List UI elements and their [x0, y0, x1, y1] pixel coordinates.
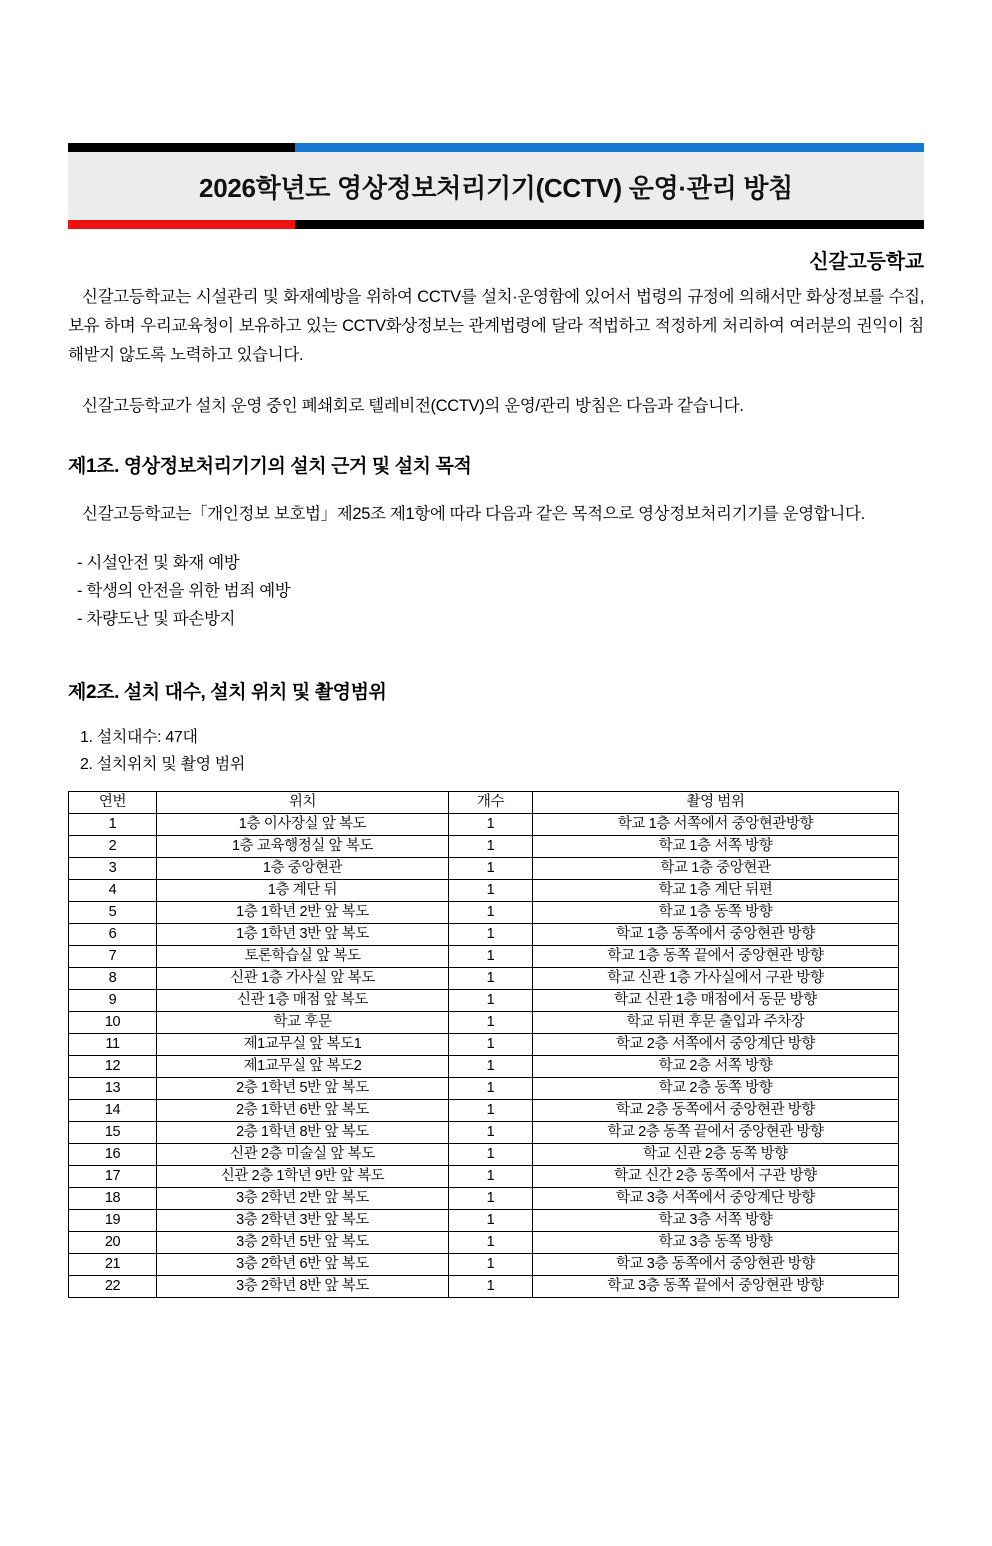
cell-count: 1 — [449, 1122, 533, 1144]
cell-location: 1층 교육행정실 앞 복도 — [157, 836, 449, 858]
cell-range: 학교 3층 서쪽에서 중앙계단 방향 — [533, 1188, 899, 1210]
cell-index: 15 — [69, 1122, 157, 1144]
cell-count: 1 — [449, 1078, 533, 1100]
cell-index: 9 — [69, 990, 157, 1012]
cell-index: 21 — [69, 1254, 157, 1276]
cell-index: 4 — [69, 880, 157, 902]
cell-count: 1 — [449, 990, 533, 1012]
cell-location: 1층 중앙현관 — [157, 858, 449, 880]
cell-range: 학교 3층 동쪽 방향 — [533, 1232, 899, 1254]
cell-index: 7 — [69, 946, 157, 968]
cell-count: 1 — [449, 1232, 533, 1254]
cell-location: 토론학습실 앞 복도 — [157, 946, 449, 968]
article-2-item-list — [68, 724, 924, 778]
cell-location: 신관 1층 가사실 앞 복도 — [157, 968, 449, 990]
cell-range: 학교 1층 계단 뒤편 — [533, 880, 899, 902]
title-band — [68, 152, 924, 220]
cell-count: 1 — [449, 968, 533, 990]
cell-index: 20 — [69, 1232, 157, 1254]
table-row — [69, 1100, 899, 1122]
cell-location: 3층 2학년 3반 앞 복도 — [157, 1210, 449, 1232]
table-row — [69, 836, 899, 858]
table-row — [69, 1012, 899, 1034]
cell-count: 1 — [449, 1034, 533, 1056]
table-row — [69, 1056, 899, 1078]
cell-count: 1 — [449, 1254, 533, 1276]
cell-count: 1 — [449, 924, 533, 946]
cell-index: 6 — [69, 924, 157, 946]
cell-range: 학교 신간 2층 동쪽에서 구관 방향 — [533, 1166, 899, 1188]
cell-range: 학교 신관 1층 매점에서 동문 방향 — [533, 990, 899, 1012]
table-row — [69, 1078, 899, 1100]
banner-bottom-rule-right-segment — [295, 220, 924, 229]
table-row — [69, 968, 899, 990]
cell-index: 2 — [69, 836, 157, 858]
table-header-row — [69, 792, 899, 814]
table-row — [69, 814, 899, 836]
cell-location: 1층 1학년 3반 앞 복도 — [157, 924, 449, 946]
intro-paragraph-2: 신갈고등학교가 설치 운영 중인 폐쇄회로 텔레비전(CCTV)의 운영/관리 방침은 다음과 같습니다. — [82, 397, 744, 415]
column-header-location: 위치 — [157, 792, 449, 814]
cell-count: 1 — [449, 1100, 533, 1122]
table-row — [69, 1276, 899, 1298]
cell-count: 1 — [449, 836, 533, 858]
cell-range: 학교 2층 동쪽 방향 — [533, 1078, 899, 1100]
cell-count: 1 — [449, 902, 533, 924]
cell-count: 1 — [449, 1012, 533, 1034]
table-row — [69, 1232, 899, 1254]
cell-index: 14 — [69, 1100, 157, 1122]
cell-range: 학교 1층 동쪽 끝에서 중앙현관 방향 — [533, 946, 899, 968]
cell-index: 11 — [69, 1034, 157, 1056]
table-row — [69, 1188, 899, 1210]
cell-range: 학교 3층 동쪽에서 중앙현관 방향 — [533, 1254, 899, 1276]
table-row — [69, 990, 899, 1012]
cell-location: 3층 2학년 2반 앞 복도 — [157, 1188, 449, 1210]
table-row — [69, 902, 899, 924]
cell-range: 학교 1층 동쪽에서 중앙현관 방향 — [533, 924, 899, 946]
table-body — [69, 814, 899, 1298]
cell-count: 1 — [449, 946, 533, 968]
banner-bottom-rule-left-segment — [68, 220, 295, 229]
list-item: - 차량도난 및 파손방지 — [77, 610, 236, 628]
school-name: 신갈고등학교 — [809, 251, 924, 273]
column-header-count: 개수 — [449, 792, 533, 814]
table-row — [69, 1254, 899, 1276]
table-row — [69, 946, 899, 968]
cell-count: 1 — [449, 1144, 533, 1166]
cell-location: 신관 1층 매점 앞 복도 — [157, 990, 449, 1012]
list-item: - 시설안전 및 화재 예방 — [77, 554, 240, 572]
cell-location: 3층 2학년 8반 앞 복도 — [157, 1276, 449, 1298]
cell-location: 1층 이사장실 앞 복도 — [157, 814, 449, 836]
cell-location: 1층 계단 뒤 — [157, 880, 449, 902]
cell-location: 학교 후문 — [157, 1012, 449, 1034]
cell-index: 13 — [69, 1078, 157, 1100]
cell-location: 1층 1학년 2반 앞 복도 — [157, 902, 449, 924]
list-item: 2. 설치위치 및 촬영 범위 — [80, 756, 245, 773]
cell-index: 12 — [69, 1056, 157, 1078]
table-header — [69, 792, 899, 814]
cell-range: 학교 2층 서쪽 방향 — [533, 1056, 899, 1078]
banner-top-rule-left-segment — [68, 143, 295, 152]
table-row — [69, 1144, 899, 1166]
cell-location: 2층 1학년 8반 앞 복도 — [157, 1122, 449, 1144]
cell-count: 1 — [449, 1210, 533, 1232]
article-1-purpose-list — [68, 549, 924, 633]
cell-index: 18 — [69, 1188, 157, 1210]
cell-range: 학교 1층 동쪽 방향 — [533, 902, 899, 924]
cell-index: 5 — [69, 902, 157, 924]
cell-count: 1 — [449, 858, 533, 880]
banner-bottom-rule — [68, 220, 924, 229]
cell-count: 1 — [449, 1188, 533, 1210]
column-header-range: 촬영 범위 — [533, 792, 899, 814]
article-1-lead: 신갈고등학교는「개인정보 보호법」제25조 제1항에 따라 다음과 같은 목적으로 영상정보처리기기를 운영합니다. — [82, 505, 865, 523]
title-banner — [68, 143, 924, 229]
list-item: 1. 설치대수: 47대 — [80, 729, 198, 746]
table-row — [69, 1122, 899, 1144]
document-title: 2026학년도 영상정보처리기기(CCTV) 운영·관리 방침 — [199, 172, 793, 203]
cell-range: 학교 2층 서쪽에서 중앙계단 방향 — [533, 1034, 899, 1056]
cell-count: 1 — [449, 1276, 533, 1298]
cell-index: 1 — [69, 814, 157, 836]
cell-range: 학교 1층 서쪽에서 중앙현관방향 — [533, 814, 899, 836]
cell-count: 1 — [449, 1166, 533, 1188]
cell-index: 3 — [69, 858, 157, 880]
intro-paragraph-1: 신갈고등학교는 시설관리 및 화재예방을 위하여 CCTV를 설치·운영함에 있어서 법령의 규정에 의해서만 화상정보를 수집,보유 하며 우리교육청이 보유하고 있는 CCTV화상정보는 관계법령에 달라 적법하고 적정하게 처리하여 여러분의 권익이 침해받지 않도록 노력하고 있습니다. — [68, 288, 924, 364]
cell-range: 학교 2층 동쪽 끝에서 중앙현관 방향 — [533, 1122, 899, 1144]
table-row — [69, 924, 899, 946]
cell-location: 2층 1학년 5반 앞 복도 — [157, 1078, 449, 1100]
table-row — [69, 880, 899, 902]
cell-range: 학교 뒤편 후문 출입과 주차장 — [533, 1012, 899, 1034]
cell-location: 2층 1학년 6반 앞 복도 — [157, 1100, 449, 1122]
cell-location: 신관 2층 미술실 앞 복도 — [157, 1144, 449, 1166]
table-row — [69, 1034, 899, 1056]
cell-count: 1 — [449, 880, 533, 902]
cell-location: 제1교무실 앞 복도1 — [157, 1034, 449, 1056]
table-row — [69, 858, 899, 880]
cell-range: 학교 3층 서쪽 방향 — [533, 1210, 899, 1232]
article-1-heading: 제1조. 영상정보처리기기의 설치 근거 및 설치 목적 — [68, 456, 472, 477]
cell-location: 신관 2층 1학년 9반 앞 복도 — [157, 1166, 449, 1188]
article-2-heading: 제2조. 설치 대수, 설치 위치 및 촬영범위 — [68, 682, 387, 703]
cell-range: 학교 2층 동쪽에서 중앙현관 방향 — [533, 1100, 899, 1122]
cell-range: 학교 신관 1층 가사실에서 구관 방향 — [533, 968, 899, 990]
cell-range: 학교 1층 중앙현관 — [533, 858, 899, 880]
cell-index: 16 — [69, 1144, 157, 1166]
cell-location: 제1교무실 앞 복도2 — [157, 1056, 449, 1078]
cctv-location-table — [68, 791, 899, 1298]
banner-top-rule — [68, 143, 924, 152]
document-page — [0, 143, 992, 1546]
table-row — [69, 1210, 899, 1232]
banner-top-rule-right-segment — [295, 143, 924, 152]
list-item: - 학생의 안전을 위한 범죄 예방 — [77, 582, 291, 600]
column-header-index: 연번 — [69, 792, 157, 814]
cell-index: 19 — [69, 1210, 157, 1232]
cell-range: 학교 3층 동쪽 끝에서 중앙현관 방향 — [533, 1276, 899, 1298]
cell-count: 1 — [449, 814, 533, 836]
cell-index: 17 — [69, 1166, 157, 1188]
cell-location: 3층 2학년 5반 앞 복도 — [157, 1232, 449, 1254]
cell-count: 1 — [449, 1056, 533, 1078]
cell-range: 학교 신관 2층 동쪽 방향 — [533, 1144, 899, 1166]
cell-location: 3층 2학년 6반 앞 복도 — [157, 1254, 449, 1276]
cell-index: 10 — [69, 1012, 157, 1034]
cell-index: 22 — [69, 1276, 157, 1298]
cell-range: 학교 1층 서쪽 방향 — [533, 836, 899, 858]
cell-index: 8 — [69, 968, 157, 990]
table-row — [69, 1166, 899, 1188]
